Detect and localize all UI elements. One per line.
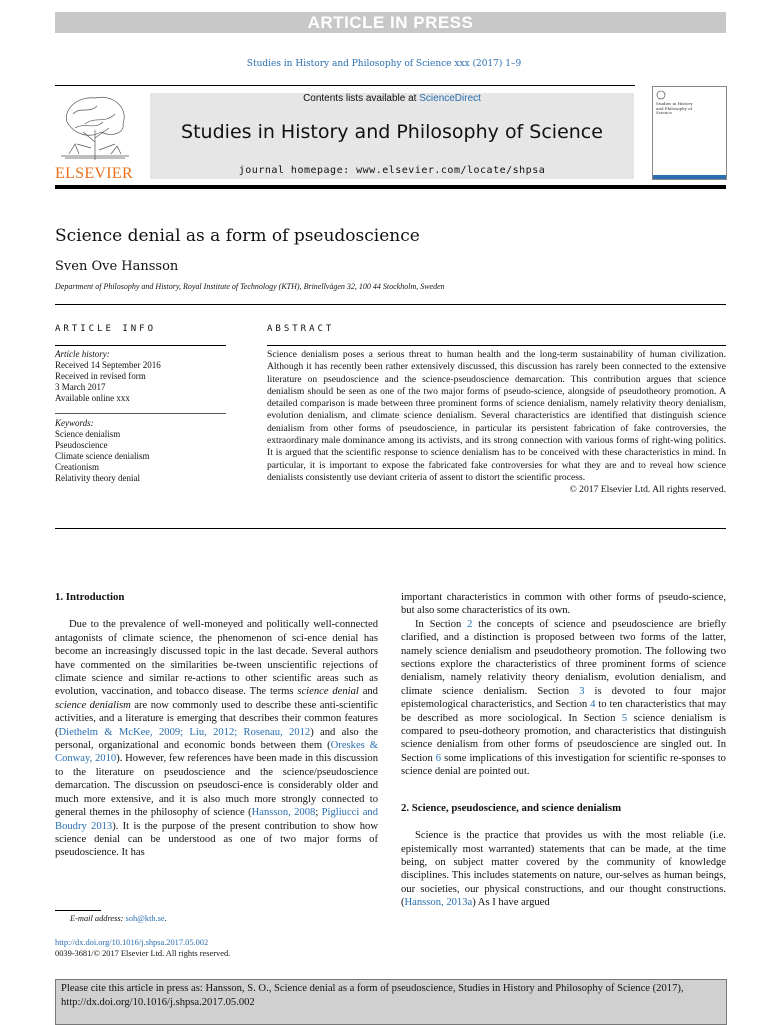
- history-item: 3 March 2017: [55, 382, 106, 392]
- abstract-heading: ABSTRACT: [267, 324, 335, 334]
- reference-link[interactable]: Pigliucci and Boudry 2013: [55, 807, 378, 832]
- cite-this-article-box[interactable]: Please cite this article in press as: Hansson, S. O., Science denial as a form of pseudoscience, Studies in History and Philosophy of Science (2017), http://dx.doi.org/10.1016/j.shpsa.2017.05.002: [55, 979, 727, 1025]
- reference-link[interactable]: Oreskes & Conway, 2010: [55, 740, 378, 765]
- section2-heading: 2. Science, pseudoscience, and science denialism: [401, 801, 622, 814]
- header-thick-rule: [55, 185, 726, 189]
- contents-prefix: Contents lists available at: [303, 93, 420, 104]
- cover-title: Studies in History and Philosophy of Science: [656, 101, 693, 115]
- keyword: Creationism: [55, 462, 99, 472]
- intro-heading: 1. Introduction: [55, 591, 125, 603]
- outline-paragraph: In Section 2 the concepts of science and pseudoscience are briefly clarified, and a distinction is proposed between two forms of the latter, namely science denialism and pseudotheory promotion. The following two sections explore the characteristics of three prominent forms of science denialism, namely relativity theory denialism, evolution denialism, and climate science denialism. Section 3 is devoted to four major epistemological characteristics, and Section 4 to ten characteristics that may be described as more sociological. In Section 5 science denialism is compared to pseu-dotheory promotion, and characteristics that distinguish science denialism from other forms of pseudoscience are singled out. In Section 6 some implications of this investigation for scientific re-sponses to science denial are pointed out.: [401, 618, 726, 778]
- reference-link[interactable]: Diethelm & McKee, 2009; Liu, 2012; Rosenau, 2012: [58, 726, 311, 738]
- info-top-rule: [55, 304, 726, 305]
- journal-homepage[interactable]: journal homepage: www.elsevier.com/locate/shpsa: [238, 165, 546, 176]
- section2-paragraph: Science is the practice that provides us with the most reliable (i.e. epistemically most warranted) statements that can be made, at the time being, on subject matter covered by the community of knowledge disciplines. This includes statements on nature, our-selves as human beings, our societies, our physical constructions, and our thought constructions. (Hansson, 2013a) As I have argued: [401, 830, 726, 909]
- author-affiliation: Department of Philosophy and History, Royal Institute of Technology (KTH), Brinellvägen 32, 100 44 Stockholm, Sweden: [55, 282, 445, 291]
- section-link[interactable]: 5: [621, 712, 628, 724]
- email-footnote: E-mail address: soh@kth.se.: [70, 914, 167, 923]
- left-column: [55, 591, 378, 860]
- journal-title: Studies in History and Philosophy of Science: [181, 121, 603, 143]
- article-info-heading: ARTICLE INFO: [55, 324, 157, 334]
- keywords-rule: [55, 413, 226, 414]
- abstract-copyright: © 2017 Elsevier Ltd. All rights reserved.: [569, 484, 726, 496]
- info-rule: [55, 345, 226, 346]
- history-label: Article history:: [55, 349, 110, 359]
- keyword: Pseudoscience: [55, 440, 108, 450]
- elsevier-tree-logo: [55, 92, 135, 162]
- article-title: Science denial as a form of pseudoscience: [55, 226, 420, 246]
- issn-line: 0039-3681/© 2017 Elsevier Ltd. All rights reserved.: [55, 949, 231, 958]
- reference-link[interactable]: Hansson, 2008: [251, 807, 316, 819]
- journal-citation-line[interactable]: Studies in History and Philosophy of Science xxx (2017) 1–9: [246, 59, 522, 69]
- keywords-label: Keywords:: [55, 418, 94, 428]
- history-item: Received 14 September 2016: [55, 360, 161, 370]
- intro-paragraph: Due to the prevalence of well-moneyed and politically well-connected antagonists of climate science, the phenomenon of sci-ence denial has become an increasingly discussed topic in the last decade. Several authors have commented on the similarities be-tween unscientific rejections of climate science and similar re-actions to other scientific areas such as evolution, vaccination, and tobacco disease. The terms science denial and science denialism are now commonly used to describe these anti-scientific activities, and a literature is emerging that describes their common features (Diethelm & McKee, 2009; Liu, 2012; Rosenau, 2012) and also the personal, organizational and economic bonds between them (Oreskes & Conway, 2010). However, few references have been made in this discussion to the literature on pseudoscience and the science/pseudoscience demarcation. The discussion on pseudosci-ence is considerably older and much more extensive, and it is also much more strongly connected to general themes in the philosophy of science (Hansson, 2008; Pigliucci and Boudry 2013). It is the purpose of the present contribution to show how science denial can be understood as one of two major forms of pseudoscience. It has: [55, 619, 379, 859]
- contents-line: [150, 93, 634, 104]
- section-link[interactable]: 3: [579, 685, 585, 697]
- email-label: E-mail address:: [70, 914, 126, 923]
- keywords: [55, 418, 226, 484]
- cover-bar: [653, 175, 726, 179]
- elsevier-wordmark: ELSEVIER: [55, 165, 133, 182]
- cover-logo-icon: [656, 90, 666, 100]
- keyword: Relativity theory denial: [55, 473, 140, 483]
- article-in-press-banner: ARTICLE IN PRESS: [55, 12, 726, 33]
- abstract-body: [267, 349, 726, 497]
- section-link[interactable]: 4: [590, 699, 596, 711]
- section-link[interactable]: 6: [435, 752, 442, 764]
- right-column: [401, 591, 726, 910]
- section-link[interactable]: 2: [467, 618, 473, 630]
- reference-link[interactable]: Hansson, 2013a: [404, 897, 473, 909]
- keyword: Science denialism: [55, 429, 121, 439]
- doi-link[interactable]: http://dx.doi.org/10.1016/j.shpsa.2017.05.002: [55, 938, 209, 947]
- abstract-rule: [267, 345, 726, 346]
- abstract-text: Science denialism poses a serious threat to human health and the long-term sustainability of human civilization. Although it has recently been rather extensively discussed, this discussion has rarely been connected to the extensive literature on pseudoscience and the science-pseudoscience demarcation. This contribution argues that science denialism should be seen as one of the two major forms of pseudo-science, alongside of pseudotheory promotion. A detailed comparison is made between three prominent forms of science denialism, namely relativity theory denialism, evolution denialism, and climate science denialism. Several characteristics are identified that distinguish science denialism from other forms of pseudoscience, in particular its persistent fabrication of fake controversies, the extraordinary male dominance among its activists, and its strong connection with various forms of right-wing politics. It is argued that the scientific response to science denialism has to be conceived with these characteristics in mind. In particular, it is important to expose the fabricated fake controversies for what they are and to reveal how science denialists consistently use deviant criteria of assent to distort the scientific process.: [267, 349, 726, 483]
- keyword: Climate science denialism: [55, 451, 150, 461]
- article-history: [55, 349, 226, 404]
- header-top-rule: [55, 85, 635, 86]
- history-item: Available online xxx: [55, 393, 130, 403]
- email-link[interactable]: soh@kth.se: [125, 914, 165, 923]
- footnote-rule: [55, 910, 101, 911]
- article-author[interactable]: Sven Ove Hansson: [55, 259, 179, 274]
- abstract-bottom-rule: [55, 528, 726, 529]
- journal-cover-thumbnail: [652, 86, 727, 180]
- continued-paragraph: important characteristics in common with other forms of pseudo-science, but also some characteristics of its own.: [401, 592, 726, 617]
- history-item: Received in revised form: [55, 371, 146, 381]
- sciencedirect-link[interactable]: ScienceDirect: [419, 93, 481, 104]
